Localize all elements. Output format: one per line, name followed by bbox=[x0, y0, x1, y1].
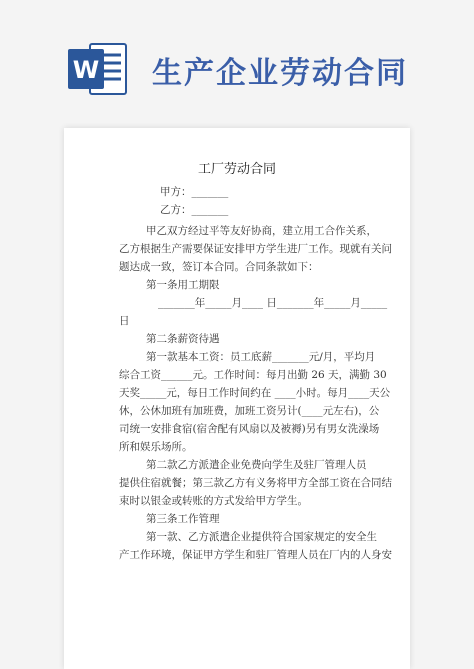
section-heading: 第一条用工期限 bbox=[146, 279, 220, 291]
body-line: 所和娱乐场所。 bbox=[119, 441, 193, 453]
body-line: 综合工资______元。工作时间：每月出勤 26 天，满勤 30 bbox=[119, 369, 387, 381]
body-line: 休，公休加班有加班费，加班工资另计(____元左右)，公 bbox=[119, 405, 380, 417]
body-line: 天奖_____元，每日工作时间约在 ____小时。每月____天公 bbox=[119, 387, 391, 399]
document-page bbox=[64, 128, 410, 669]
body-line: 产工作环境，保证甲方学生和驻厂管理人员在厂内的人身安 bbox=[119, 549, 392, 561]
body-line: 束时以银金或转账的方式发给甲方学生。 bbox=[119, 495, 308, 507]
header-banner bbox=[0, 0, 474, 125]
body-line: 提供住宿就餐；第三款乙方有义务将甲方全部工资在合同结 bbox=[119, 477, 392, 489]
party-b-line: 乙方：_______ bbox=[160, 204, 229, 216]
body-line: 乙方根据生产需要保证安排甲方学生进厂工作。现就有关问 bbox=[119, 243, 392, 255]
document-title: 工厂劳动合同 bbox=[197, 162, 276, 177]
body-line: 第一款、乙方派遣企业提供符合国家规定的安全生 bbox=[146, 531, 377, 543]
word-icon-letter: W bbox=[72, 56, 100, 84]
word-document-icon bbox=[68, 40, 130, 98]
body-line: 第一款基本工资：员工底薪_______元/月，平均月 bbox=[146, 351, 376, 363]
body-line: 第二款乙方派遣企业免费向学生及驻厂管理人员 bbox=[146, 459, 367, 471]
body-line: 题达成一致，签订本合同。合同条款如下： bbox=[119, 261, 319, 273]
section-heading: 第二条薪资待遇 bbox=[146, 333, 220, 345]
party-a-line: 甲方：_______ bbox=[160, 186, 229, 198]
body-line: _______年_____月____ 日_______年_____月_____ bbox=[158, 297, 388, 309]
banner-title: 生产企业劳动合同 bbox=[152, 56, 408, 91]
body-line: 司统一安排食宿(宿舍配有风扇以及被褥)另有男女洗澡场 bbox=[119, 423, 380, 435]
body-line: 甲乙双方经过平等友好协商，建立用工合作关系， bbox=[146, 225, 377, 237]
body-line: 日 bbox=[119, 315, 130, 327]
section-heading: 第三条工作管理 bbox=[146, 513, 220, 525]
